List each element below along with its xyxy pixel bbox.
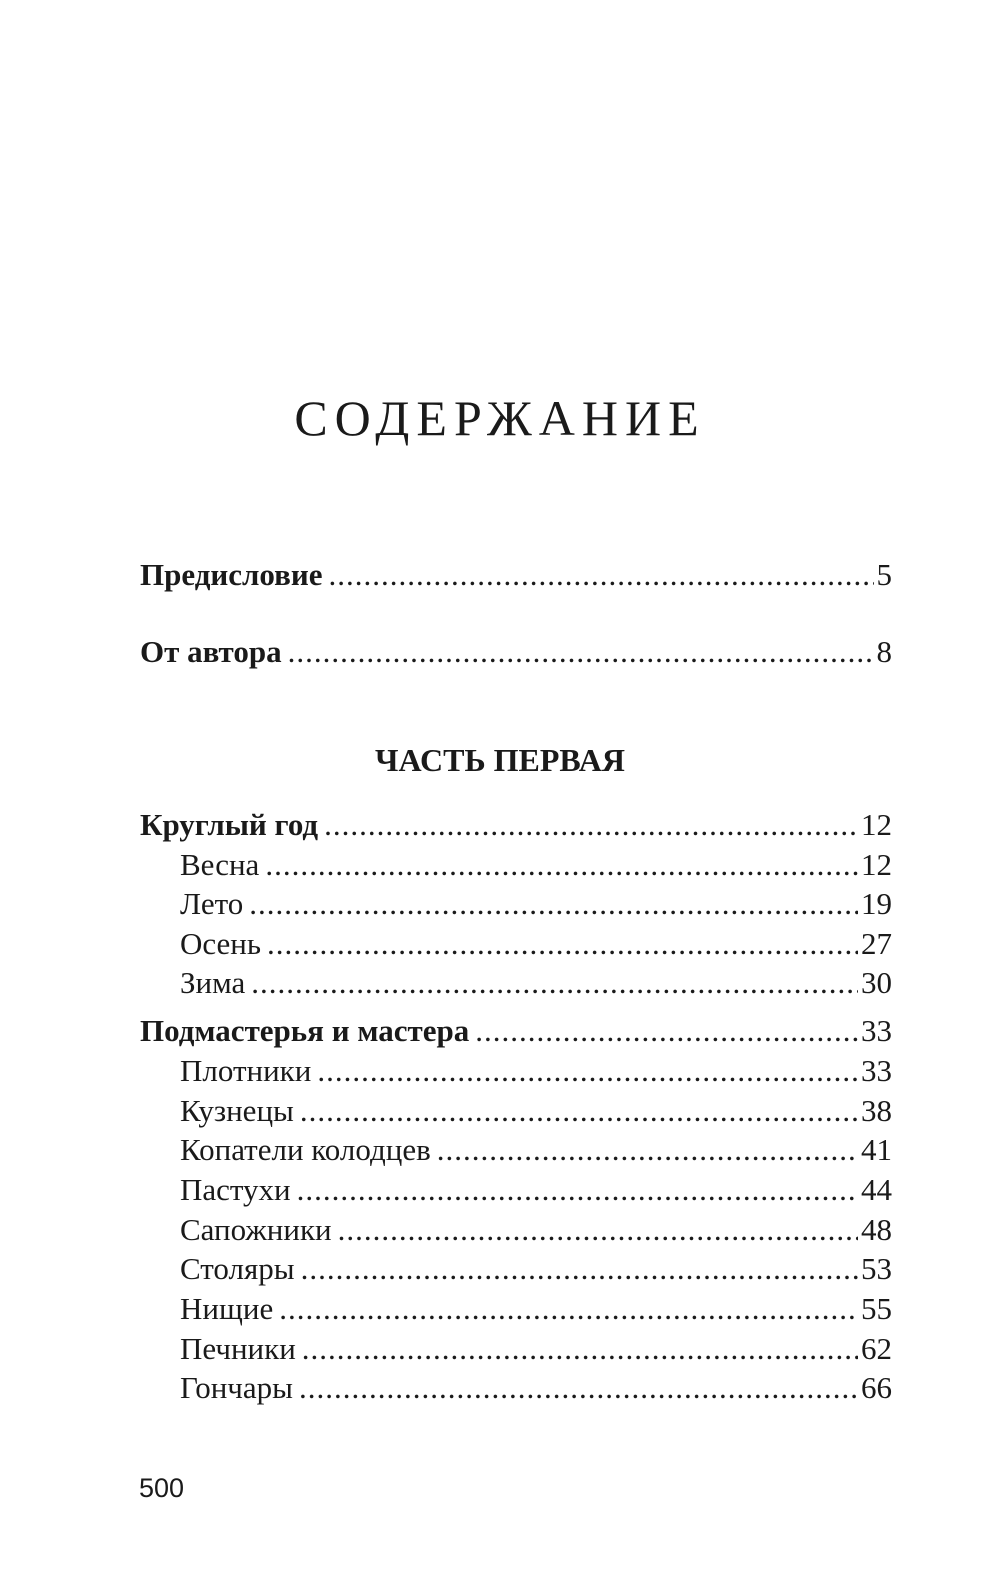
toc-item-page: 55 — [861, 1291, 892, 1326]
toc-item[interactable] — [180, 845, 892, 885]
toc-entry-title: Предисловие — [140, 557, 323, 592]
dot-leader — [329, 555, 874, 595]
toc-entry-preface[interactable] — [140, 555, 892, 595]
dot-leader — [301, 1249, 858, 1289]
dot-leader — [249, 884, 858, 924]
toc-item[interactable] — [180, 924, 892, 964]
toc-item-title: Гончары — [180, 1370, 293, 1405]
toc-item[interactable] — [180, 1329, 892, 1369]
dot-leader — [251, 963, 858, 1003]
dot-leader — [437, 1130, 858, 1170]
dot-leader — [297, 1170, 858, 1210]
page-title: СОДЕРЖАНИЕ — [294, 390, 706, 446]
dot-leader — [267, 924, 858, 964]
toc-section-apprentices[interactable] — [140, 1011, 892, 1051]
toc-item[interactable] — [180, 1051, 892, 1091]
toc-item[interactable] — [180, 1091, 892, 1131]
toc-item-page: 19 — [861, 886, 892, 921]
dot-leader — [317, 1051, 858, 1091]
toc-item[interactable] — [180, 1249, 892, 1289]
toc-section-page: 12 — [861, 807, 892, 842]
toc-entry-page: 8 — [876, 634, 892, 669]
toc-item[interactable] — [180, 1368, 892, 1408]
toc-item-page: 33 — [861, 1053, 892, 1088]
dot-leader — [324, 805, 858, 845]
toc-item-title: Весна — [180, 847, 260, 882]
toc-entry-title: От автора — [140, 634, 282, 669]
toc-item-title: Сапожники — [180, 1212, 332, 1247]
dot-leader — [300, 1091, 858, 1131]
toc-item-page: 48 — [861, 1212, 892, 1247]
toc-item[interactable] — [180, 1130, 892, 1170]
toc-item-title: Пастухи — [180, 1172, 291, 1207]
toc-item-page: 66 — [861, 1370, 892, 1405]
toc-item-page: 27 — [861, 926, 892, 961]
toc-item-title: Лето — [180, 886, 244, 921]
toc-item-page: 41 — [861, 1132, 892, 1167]
toc-item-page: 12 — [861, 847, 892, 882]
dot-leader — [302, 1329, 858, 1369]
dot-leader — [288, 632, 874, 672]
toc-item[interactable] — [180, 1210, 892, 1250]
toc-item-page: 30 — [861, 965, 892, 1000]
dot-leader — [475, 1011, 858, 1051]
part-heading: ЧАСТЬ ПЕРВАЯ — [375, 742, 625, 778]
toc-item-page: 44 — [861, 1172, 892, 1207]
toc-item[interactable] — [180, 1289, 892, 1329]
toc-item-page: 38 — [861, 1093, 892, 1128]
dot-leader — [279, 1289, 858, 1329]
toc-section-title: Подмастерья и мастера — [140, 1013, 470, 1048]
dot-leader — [299, 1368, 858, 1408]
dot-leader — [338, 1210, 858, 1250]
toc-item[interactable] — [180, 884, 892, 924]
toc-item-title: Столяры — [180, 1251, 295, 1286]
toc-item-title: Осень — [180, 926, 262, 961]
toc-item-title: Кузнецы — [180, 1093, 294, 1128]
toc-item[interactable] — [180, 963, 892, 1003]
toc-item[interactable] — [180, 1170, 892, 1210]
page-number: 500 — [139, 1473, 185, 1503]
toc-item-title: Зима — [180, 965, 246, 1000]
toc-item-title: Копатели колодцев — [180, 1132, 431, 1167]
toc-entry-from-author[interactable] — [140, 632, 892, 672]
toc-item-page: 53 — [861, 1251, 892, 1286]
toc-item-title: Нищие — [180, 1291, 274, 1326]
toc-entry-page: 5 — [876, 557, 892, 592]
toc-section-page: 33 — [861, 1013, 892, 1048]
dot-leader — [265, 845, 858, 885]
toc-item-title: Печники — [180, 1331, 296, 1366]
toc-section-round-year[interactable] — [140, 805, 892, 845]
toc-item-title: Плотники — [180, 1053, 312, 1088]
toc-item-page: 62 — [861, 1331, 892, 1366]
toc-section-title: Круглый год — [140, 807, 319, 842]
